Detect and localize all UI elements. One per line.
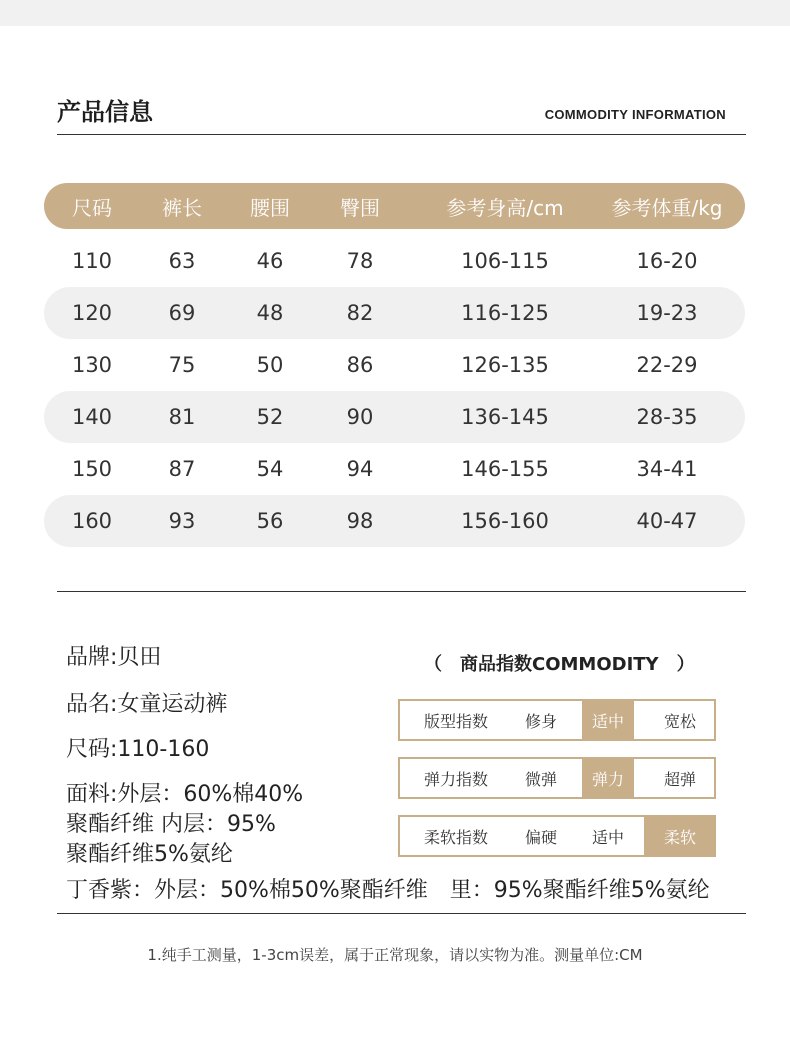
softness-index-row bbox=[398, 815, 716, 857]
table-cell: 82 bbox=[346, 301, 374, 325]
index-option: 超弹 bbox=[663, 769, 696, 789]
table-cell: 116-125 bbox=[461, 301, 549, 325]
table-cell: 52 bbox=[256, 405, 284, 429]
table-row bbox=[44, 495, 745, 547]
table-cell: 81 bbox=[168, 405, 196, 429]
table-cell: 106-115 bbox=[461, 249, 549, 273]
table-cell: 40-47 bbox=[636, 509, 698, 533]
table-cell: 56 bbox=[256, 509, 284, 533]
table-cell: 75 bbox=[168, 353, 196, 377]
elasticity-index-row bbox=[398, 757, 716, 799]
index-label: 版型指数 bbox=[423, 711, 488, 731]
fabric-line: 聚酯纤维 内层：95% bbox=[66, 812, 276, 837]
table-cell: 69 bbox=[168, 301, 196, 325]
index-option-selected: 弹力 bbox=[582, 759, 634, 797]
divider bbox=[57, 591, 746, 592]
table-cell: 78 bbox=[346, 249, 374, 273]
column-header: 腰围 bbox=[250, 195, 290, 220]
table-cell: 63 bbox=[168, 249, 196, 273]
fabric-line: 聚酯纤维5%氨纶 bbox=[66, 842, 233, 867]
table-cell: 87 bbox=[168, 457, 196, 481]
column-header: 参考身高/cm bbox=[446, 195, 564, 220]
measurement-note: 1.纯手工测量，1-3cm误差，属于正常现象，请以实物为准。测量单位:CM bbox=[147, 946, 643, 964]
table-cell: 98 bbox=[346, 509, 374, 533]
table-cell: 94 bbox=[346, 457, 374, 481]
index-label: 柔软指数 bbox=[423, 827, 488, 847]
column-header: 裤长 bbox=[162, 195, 202, 220]
table-cell: 48 bbox=[256, 301, 284, 325]
table-cell: 22-29 bbox=[636, 353, 698, 377]
size-table bbox=[44, 183, 745, 547]
table-cell: 156-160 bbox=[461, 509, 549, 533]
index-option-selected: 适中 bbox=[582, 701, 634, 739]
index-label: 弹力指数 bbox=[423, 769, 488, 789]
table-row bbox=[44, 287, 745, 339]
index-option: 偏硬 bbox=[524, 827, 557, 847]
divider bbox=[57, 913, 746, 914]
column-header: 参考体重/kg bbox=[611, 195, 723, 220]
table-cell: 16-20 bbox=[636, 249, 698, 273]
product-name-info: 品名:女童运动裤 bbox=[66, 692, 228, 717]
table-cell: 150 bbox=[71, 457, 113, 481]
index-option: 适中 bbox=[591, 827, 624, 847]
page-title: 产品信息 bbox=[57, 98, 153, 126]
top-strip bbox=[0, 0, 790, 26]
table-cell: 110 bbox=[71, 249, 113, 273]
table-cell: 86 bbox=[346, 353, 374, 377]
table-cell: 50 bbox=[256, 353, 284, 377]
page-subtitle: COMMODITY INFORMATION bbox=[544, 107, 726, 122]
table-cell: 28-35 bbox=[636, 405, 698, 429]
table-row bbox=[44, 235, 745, 287]
fit-index-row bbox=[398, 699, 716, 741]
index-option: 微弹 bbox=[524, 769, 557, 789]
column-header: 臀围 bbox=[340, 195, 380, 220]
table-cell: 90 bbox=[346, 405, 374, 429]
divider bbox=[57, 134, 746, 135]
table-row bbox=[44, 443, 745, 495]
table-cell: 120 bbox=[71, 301, 113, 325]
fabric-line: 面料:外层：60%棉40% bbox=[66, 782, 304, 807]
index-option-selected: 柔软 bbox=[644, 817, 716, 855]
table-cell: 136-145 bbox=[461, 405, 549, 429]
table-cell: 19-23 bbox=[636, 301, 698, 325]
size-range-info: 尺码:110-160 bbox=[66, 737, 210, 762]
table-cell: 130 bbox=[71, 353, 113, 377]
fabric-info bbox=[66, 780, 303, 870]
table-cell: 160 bbox=[71, 509, 113, 533]
table-row bbox=[44, 339, 745, 391]
index-option: 修身 bbox=[524, 711, 557, 731]
table-cell: 34-41 bbox=[636, 457, 698, 481]
lilac-fabric-info: 丁香紫：外层：50%棉50%聚酯纤维 里：95%聚酯纤维5%氨纶 bbox=[66, 878, 710, 903]
column-header: 尺码 bbox=[72, 195, 112, 220]
table-cell: 93 bbox=[168, 509, 196, 533]
brand-info: 品牌:贝田 bbox=[66, 645, 162, 670]
index-title: （ 商品指数COMMODITY ） bbox=[424, 654, 695, 675]
table-cell: 146-155 bbox=[461, 457, 549, 481]
index-option: 宽松 bbox=[663, 711, 696, 731]
size-table-header bbox=[44, 183, 745, 229]
table-cell: 126-135 bbox=[461, 353, 549, 377]
table-cell: 54 bbox=[256, 457, 284, 481]
table-cell: 140 bbox=[71, 405, 113, 429]
table-cell: 46 bbox=[256, 249, 284, 273]
table-row bbox=[44, 391, 745, 443]
